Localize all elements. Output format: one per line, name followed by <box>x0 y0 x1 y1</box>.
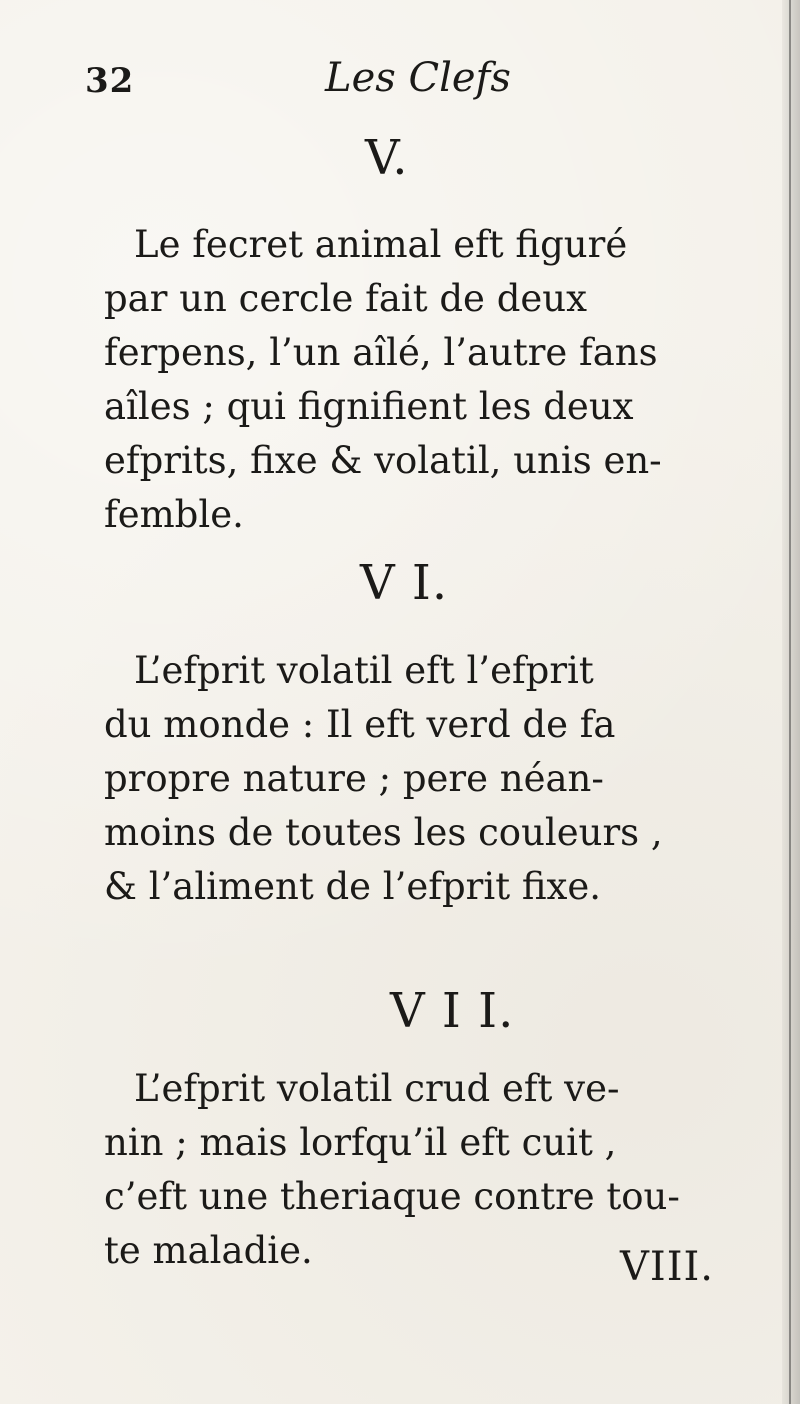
paragraph-line: efprits, fixe & volatil, unis en- <box>104 439 662 482</box>
section-heading-v: V. <box>365 130 409 186</box>
paragraph-line: ferpens, l’un aîlé, l’autre fans <box>104 331 658 374</box>
page-header <box>85 55 555 115</box>
page-edge-shadow <box>782 0 800 1404</box>
paragraph-line: femble. <box>104 493 244 536</box>
running-head: Les Clefs <box>325 55 511 101</box>
paragraph-line: L’efprit volatil crud eft ve- <box>134 1067 620 1110</box>
paragraph-line: te maladie. <box>104 1229 313 1272</box>
paragraph-v <box>104 218 754 542</box>
paragraph-line: aîles ; qui fignifient les deux <box>104 385 634 428</box>
page-edge-line <box>789 0 791 1404</box>
catchword-heading-viii: VIII. <box>620 1244 715 1290</box>
paragraph-line: par un cercle fait de deux <box>104 277 587 320</box>
paragraph-line: du monde : Il eft verd de fa <box>104 703 616 746</box>
section-heading-vii: V I I. <box>390 983 515 1039</box>
paragraph-vi <box>104 644 754 914</box>
section-heading-vi: V I. <box>360 555 449 611</box>
paragraph-line: propre nature ; pere néan- <box>104 757 604 800</box>
paragraph-line: nin ; mais lorfqu’il eft cuit , <box>104 1121 617 1164</box>
page-number: 32 <box>85 61 135 101</box>
paragraph-line: c’eft une theriaque contre tou- <box>104 1175 680 1218</box>
paragraph-line: moins de toutes les couleurs , <box>104 811 663 854</box>
paragraph-line: & l’aliment de l’efprit fixe. <box>104 865 602 908</box>
paragraph-line: L’efprit volatil eft l’efprit <box>134 649 594 692</box>
paragraph-line: Le fecret animal eft figuré <box>134 223 628 266</box>
